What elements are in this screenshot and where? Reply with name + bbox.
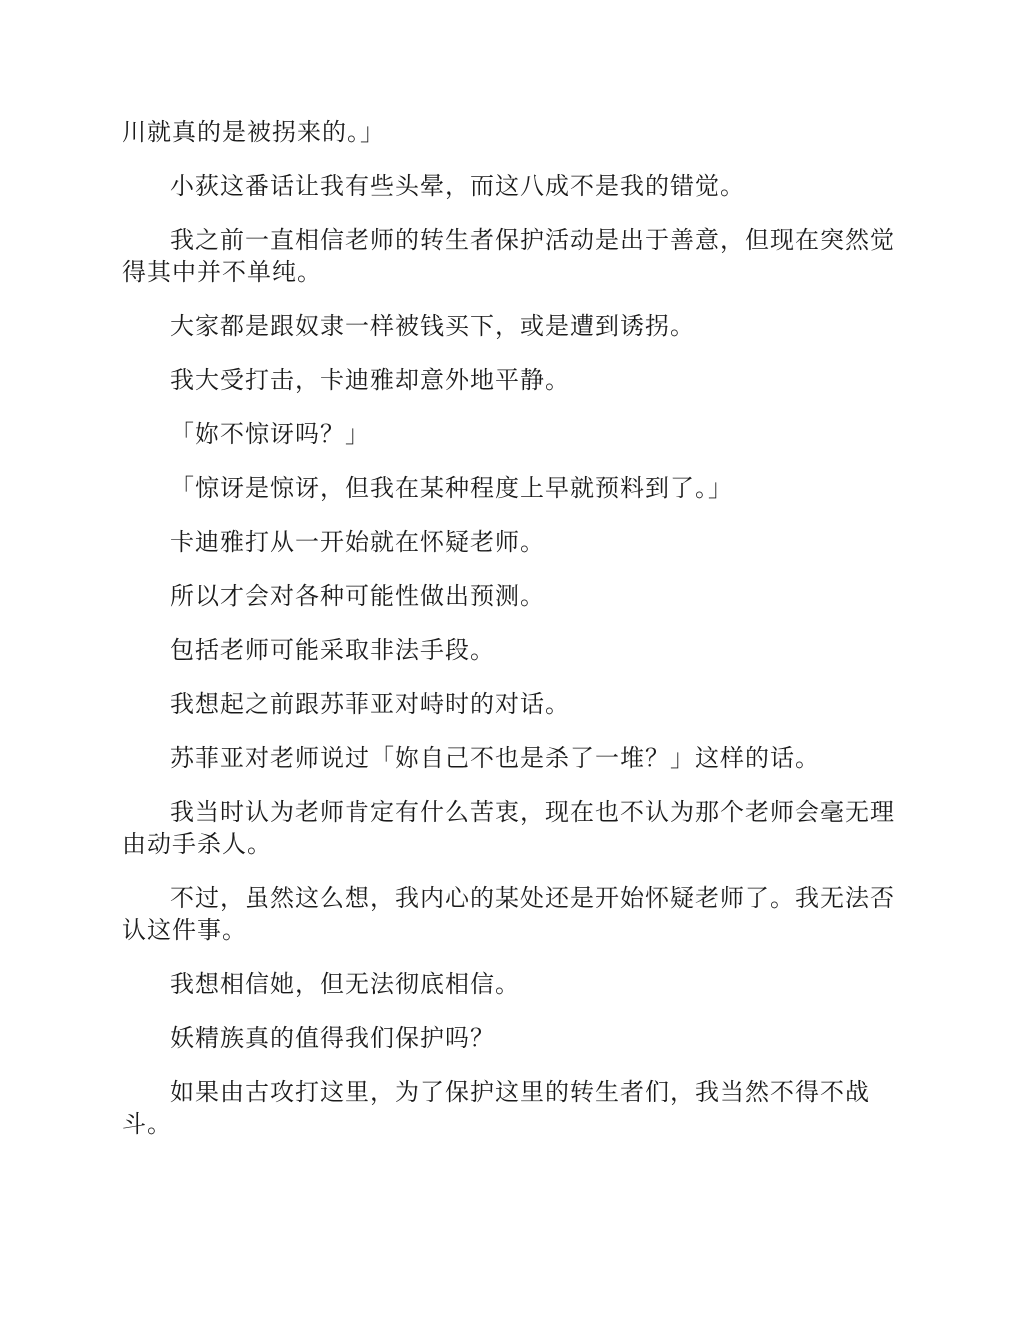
paragraph-9: 所以才会对各种可能性做出预测。: [170, 582, 545, 610]
document-page: [122, 116, 902, 1162]
paragraph-17: 如果由古攻打这里，为了保护这里的转生者们，我当然不得不战斗。: [122, 1078, 870, 1138]
paragraph-11: 我想起之前跟苏菲亚对峙时的对话。: [170, 690, 570, 718]
paragraph-7: 「惊讶是惊讶，但我在某种程度上早就预料到了。」: [170, 474, 733, 502]
paragraph-16: 妖精族真的值得我们保护吗？: [170, 1024, 495, 1052]
paragraph-8: 卡迪雅打从一开始就在怀疑老师。: [170, 528, 545, 556]
paragraph-4: 大家都是跟奴隶一样被钱买下，或是遭到诱拐。: [170, 312, 695, 340]
paragraph-10: 包括老师可能采取非法手段。: [170, 636, 495, 664]
paragraph-1: 川就真的是被拐来的。」: [122, 118, 385, 146]
paragraph-13: 我当时认为老师肯定有什么苦衷，现在也不认为那个老师会毫无理由动手杀人。: [122, 798, 895, 858]
paragraph-5: 我大受打击，卡迪雅却意外地平静。: [170, 366, 570, 394]
paragraph-14: 不过，虽然这么想，我内心的某处还是开始怀疑老师了。我无法否认这件事。: [122, 884, 895, 944]
paragraph-3: 我之前一直相信老师的转生者保护活动是出于善意，但现在突然觉得其中并不单纯。: [122, 226, 895, 286]
paragraph-15: 我想相信她，但无法彻底相信。: [170, 970, 520, 998]
paragraph-6: 「妳不惊讶吗？」: [170, 420, 370, 448]
paragraph-12: 苏菲亚对老师说过「妳自己不也是杀了一堆？」这样的话。: [170, 744, 820, 772]
paragraph-2: 小荻这番话让我有些头晕，而这八成不是我的错觉。: [170, 172, 745, 200]
